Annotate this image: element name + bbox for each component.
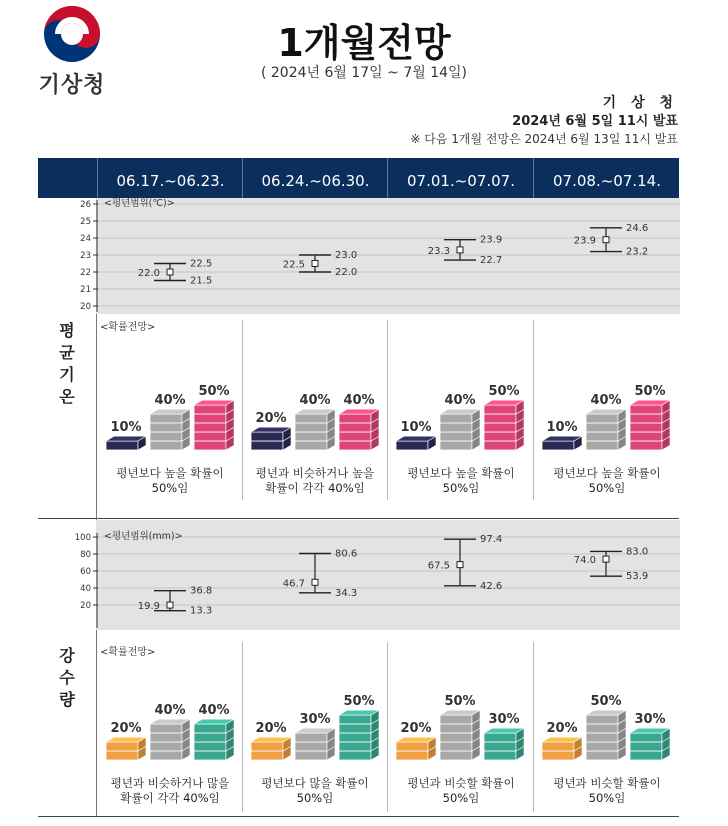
temperature-label-char: 평 (59, 321, 75, 340)
block-front (251, 751, 283, 760)
desc-line: 50%임 (588, 791, 626, 805)
probability-label: 30% (488, 712, 520, 728)
block-front (295, 432, 327, 441)
probability-label: 30% (299, 712, 331, 728)
block-front (440, 441, 472, 450)
range-low-label: 22.7 (480, 255, 503, 267)
y-tick-label: 25 (80, 217, 91, 227)
above-normal-stack (194, 400, 234, 450)
block-front (484, 733, 516, 742)
block-front (150, 423, 182, 432)
block-front (440, 751, 472, 760)
range-mid-marker (457, 247, 463, 253)
block-front (194, 441, 226, 450)
block-front (295, 742, 327, 751)
block-front (194, 742, 226, 751)
probability-label: 40% (299, 393, 331, 409)
desc-line: 평년과 비슷할 확률이 (407, 776, 515, 790)
week-header-bar (38, 158, 679, 198)
block-front (630, 742, 662, 751)
range-high-label: 83.0 (626, 546, 649, 558)
range-mid-label: 46.7 (282, 578, 305, 590)
prec-desc-2 (245, 776, 385, 806)
temp-desc-2 (245, 466, 385, 496)
temperature-prob-title: <확률전망> (100, 322, 156, 333)
block-front (586, 724, 618, 733)
block-front (630, 423, 662, 432)
block-front (150, 432, 182, 441)
desc-line: 50%임 (588, 481, 626, 495)
range-mid-label: 67.5 (427, 560, 450, 572)
desc-line: 평년보다 많을 확률이 (261, 776, 369, 790)
block-front (106, 441, 138, 450)
desc-line: 평년보다 높을 확률이 (407, 466, 515, 480)
block-front (586, 742, 618, 751)
block-front (194, 724, 226, 733)
y-tick-label: 20 (80, 302, 91, 312)
probability-label: 20% (110, 721, 142, 737)
probability-label: 40% (198, 703, 230, 719)
precipitation-label-char: 량 (59, 690, 75, 709)
forecast-period: ( 2024년 6월 17일 ~ 7월 14일) (260, 65, 468, 81)
desc-line: 확률이 각각 40%임 (120, 791, 220, 805)
block-front (440, 715, 472, 724)
temp-desc-4 (537, 466, 677, 496)
range-mid-marker (603, 237, 609, 243)
block-front (542, 751, 574, 760)
y-tick-label: 40 (80, 584, 91, 594)
block-front (586, 715, 618, 724)
precipitation-prob-title: <확률전망> (100, 647, 156, 658)
block-front (484, 441, 516, 450)
desc-line: 평년과 비슷하거나 높을 (255, 466, 375, 480)
range-mid-marker (167, 602, 173, 608)
range-high-label: 23.9 (480, 234, 503, 246)
block-front (150, 742, 182, 751)
range-mid-label: 23.9 (573, 235, 596, 247)
block-front (586, 414, 618, 423)
week-header-1: 06.17.~06.23. (97, 158, 243, 198)
y-tick-label: 20 (80, 601, 91, 611)
block-front (339, 414, 371, 423)
desc-line: 평년과 비슷할 확률이 (553, 776, 661, 790)
near-normal-stack (440, 409, 480, 450)
block-front (251, 441, 283, 450)
block-front (194, 432, 226, 441)
block-front (339, 751, 371, 760)
block-front (586, 733, 618, 742)
block-front (295, 441, 327, 450)
block-front (630, 432, 662, 441)
range-mid-label: 23.3 (427, 245, 450, 257)
block-front (194, 733, 226, 742)
desc-line: 50%임 (442, 481, 480, 495)
desc-line: 50%임 (296, 791, 334, 805)
block-front (542, 742, 574, 751)
probability-label: 50% (634, 384, 666, 400)
range-high-label: 23.0 (335, 250, 358, 261)
desc-line: 50%임 (151, 481, 189, 495)
range-low-label: 23.2 (626, 246, 649, 258)
block-front (339, 724, 371, 733)
y-tick-label: 80 (80, 550, 91, 560)
block-front (251, 742, 283, 751)
bottom-divider (38, 816, 679, 817)
block-front (194, 423, 226, 432)
range-mid-marker (312, 579, 318, 585)
block-front (630, 751, 662, 760)
block-front (484, 405, 516, 414)
near-normal-stack (295, 728, 335, 760)
block-front (295, 733, 327, 742)
range-low-label: 13.3 (190, 605, 213, 617)
block-front (586, 423, 618, 432)
precipitation-label (52, 645, 82, 711)
week-header-4: 07.08.~07.14. (533, 158, 680, 198)
block-front (339, 742, 371, 751)
temperature-label-char: 균 (59, 343, 75, 362)
block-front (295, 423, 327, 432)
block-front (194, 405, 226, 414)
range-high-label: 97.4 (480, 534, 503, 546)
block-front (484, 742, 516, 751)
block-front (440, 733, 472, 742)
probability-label: 50% (590, 694, 622, 710)
probability-label: 40% (590, 393, 622, 409)
block-front (194, 751, 226, 760)
probability-label: 20% (400, 721, 432, 737)
desc-line: 평년보다 높을 확률이 (116, 466, 224, 480)
probability-label: 20% (255, 411, 287, 427)
range-mid-marker (167, 269, 173, 275)
block-front (484, 751, 516, 760)
block-front (150, 414, 182, 423)
probability-label: 40% (343, 393, 375, 409)
below-normal-stack (396, 737, 436, 760)
prec-desc-3 (391, 776, 531, 806)
range-low-label: 42.6 (480, 580, 503, 592)
block-front (396, 742, 428, 751)
block-front (484, 414, 516, 423)
y-tick-label: 22 (80, 268, 91, 278)
near-normal-stack (150, 409, 190, 450)
below-normal-stack (251, 737, 291, 760)
block-front (630, 405, 662, 414)
below-normal-stack (251, 427, 291, 450)
probability-label: 20% (546, 721, 578, 737)
block-front (586, 751, 618, 760)
block-front (586, 432, 618, 441)
block-front (586, 441, 618, 450)
below-normal-stack (396, 436, 436, 450)
desc-line: 평년보다 높을 확률이 (553, 466, 661, 480)
block-front (630, 733, 662, 742)
chart-background (96, 198, 680, 314)
next-issue-note: ※ 다음 1개월 전망은 2024년 6월 13일 11시 발표 (410, 132, 678, 146)
block-front (396, 751, 428, 760)
block-front (339, 441, 371, 450)
y-tick-label: 26 (80, 200, 91, 210)
probability-label: 40% (444, 393, 476, 409)
above-normal-stack (630, 400, 670, 450)
temp-desc-1 (100, 466, 240, 496)
near-normal-stack (440, 710, 480, 760)
temperature-range-chart (60, 198, 680, 318)
block-front (484, 432, 516, 441)
page-title: 1개월전망 (277, 21, 451, 65)
probability-label: 10% (546, 420, 578, 436)
below-normal-stack (542, 737, 582, 760)
block-front (106, 742, 138, 751)
range-low-label: 22.0 (335, 267, 358, 278)
probability-label: 30% (634, 712, 666, 728)
block-front (339, 733, 371, 742)
probability-label: 20% (255, 721, 287, 737)
probability-label: 50% (198, 384, 230, 400)
y-tick-label: 23 (80, 251, 91, 261)
issue-date: 2024년 6월 5일 11시 발표 (512, 114, 678, 129)
org-name: 기상청 (38, 73, 106, 98)
probability-label: 10% (400, 420, 432, 436)
range-mid-marker (312, 261, 318, 267)
block-front (484, 423, 516, 432)
block-front (440, 742, 472, 751)
near-normal-stack (586, 710, 626, 760)
range-mid-label: 22.5 (282, 259, 305, 271)
block-front (295, 751, 327, 760)
near-normal-stack (150, 719, 190, 760)
range-mid-label: 74.0 (573, 555, 596, 567)
prec-desc-4 (537, 776, 677, 806)
range-mid-marker (603, 556, 609, 562)
block-front (630, 441, 662, 450)
range-mid-marker (457, 562, 463, 568)
below-normal-stack (106, 737, 146, 760)
precipitation-label-char: 수 (59, 668, 75, 687)
range-high-label: 80.6 (335, 548, 358, 560)
probability-label: 50% (488, 384, 520, 400)
temperature-label (52, 320, 82, 408)
range-high-label: 24.6 (626, 222, 649, 234)
week-header-2: 06.24.~06.30. (242, 158, 388, 198)
range-low-label: 34.3 (335, 587, 358, 599)
below-normal-stack (106, 436, 146, 450)
temperature-probability-chart (96, 330, 680, 460)
range-title: <평년범위(℃)> (104, 198, 175, 209)
probability-label: 40% (154, 393, 186, 409)
precipitation-range-chart (60, 520, 680, 638)
above-normal-stack (630, 728, 670, 760)
temperature-label-char: 기 (59, 365, 75, 384)
range-low-label: 21.5 (190, 275, 213, 287)
probability-label: 50% (343, 694, 375, 710)
y-tick-label: 100 (74, 533, 91, 543)
block-front (440, 414, 472, 423)
block-front (150, 733, 182, 742)
block-front (339, 715, 371, 724)
block-front (251, 432, 283, 441)
probability-label: 50% (444, 694, 476, 710)
block-front (150, 724, 182, 733)
block-front (542, 441, 574, 450)
block-front (396, 441, 428, 450)
range-high-label: 22.5 (190, 258, 213, 270)
above-normal-stack (194, 719, 234, 760)
precipitation-probability-chart (96, 655, 680, 770)
above-normal-stack (484, 400, 524, 450)
precipitation-label-char: 강 (59, 646, 75, 665)
desc-line: 평년과 비슷하거나 많을 (110, 776, 230, 790)
y-tick-label: 60 (80, 567, 91, 577)
temperature-label-char: 온 (59, 387, 75, 406)
near-normal-stack (295, 409, 335, 450)
temp-desc-3 (391, 466, 531, 496)
above-normal-stack (339, 710, 379, 760)
above-normal-stack (484, 728, 524, 760)
probability-label: 10% (110, 420, 142, 436)
week-header-3: 07.01.~07.07. (387, 158, 534, 198)
block-front (295, 414, 327, 423)
block-front (339, 423, 371, 432)
block-front (440, 432, 472, 441)
y-tick-label: 24 (80, 234, 91, 244)
probability-label: 40% (154, 703, 186, 719)
block-front (440, 423, 472, 432)
y-tick-label: 21 (80, 285, 91, 295)
range-mid-label: 22.0 (137, 268, 160, 279)
near-normal-stack (586, 409, 626, 450)
range-mid-label: 19.9 (137, 601, 160, 613)
block-front (339, 432, 371, 441)
block-front (440, 724, 472, 733)
prec-desc-1 (100, 776, 240, 806)
desc-line: 확률이 각각 40%임 (265, 481, 365, 495)
range-title: <평년범위(mm)> (104, 531, 183, 542)
range-low-label: 53.9 (626, 571, 649, 583)
block-front (150, 441, 182, 450)
issuer: 기 상 청 (602, 95, 678, 111)
block-front (150, 751, 182, 760)
above-normal-stack (339, 409, 379, 450)
block-front (106, 751, 138, 760)
desc-line: 50%임 (442, 791, 480, 805)
section-divider (38, 518, 679, 519)
below-normal-stack (542, 436, 582, 450)
block-front (194, 414, 226, 423)
range-high-label: 36.8 (190, 585, 213, 597)
block-front (630, 414, 662, 423)
